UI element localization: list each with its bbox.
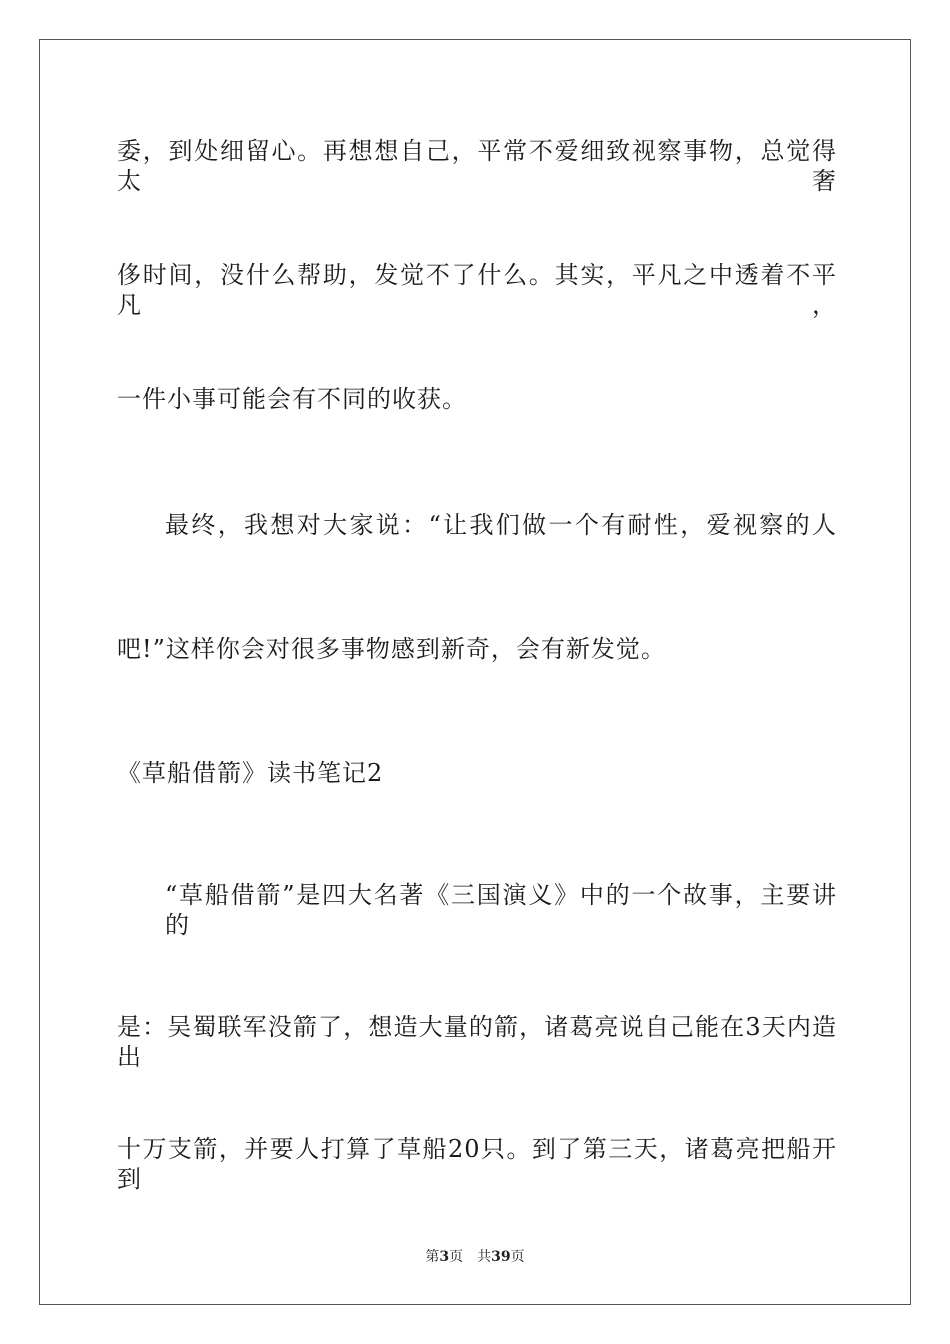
body-text-line: 最终，我想对大家说：“让我们做一个有耐性，爱视察的人	[165, 511, 837, 539]
page-suffix: 页	[449, 1249, 464, 1265]
section-heading: 《草船借箭》读书笔记2	[117, 759, 384, 787]
page-number: 3	[439, 1249, 450, 1265]
body-text-line: “草船借箭”是四大名著《三国演义》中的一个故事，主要讲的	[165, 881, 837, 939]
body-text-line: 侈时间，没什么帮助，发觉不了什么。其实，平凡之中透着不平凡，	[117, 261, 837, 319]
total-suffix: 页	[510, 1249, 525, 1265]
body-text-line: 委，到处细留心。再想想自己，平常不爱细致视察事物，总觉得太奢	[117, 137, 837, 195]
body-text-line: 吧!”这样你会对很多事物感到新奇，会有新发觉。	[117, 635, 666, 663]
body-text-line: 是：吴蜀联军没箭了，想造大量的箭，诸葛亮说自己能在3天内造出	[117, 1013, 837, 1071]
page-prefix: 第	[425, 1249, 440, 1265]
body-text-line: 十万支箭，并要人打算了草船20只。到了第三天，诸葛亮把船开到	[117, 1135, 837, 1193]
total-pages: 39	[491, 1249, 511, 1265]
page-border	[39, 39, 911, 1305]
body-text-line: 一件小事可能会有不同的收获。	[117, 385, 467, 413]
page-footer	[0, 1248, 950, 1266]
total-prefix: 共	[477, 1249, 492, 1265]
